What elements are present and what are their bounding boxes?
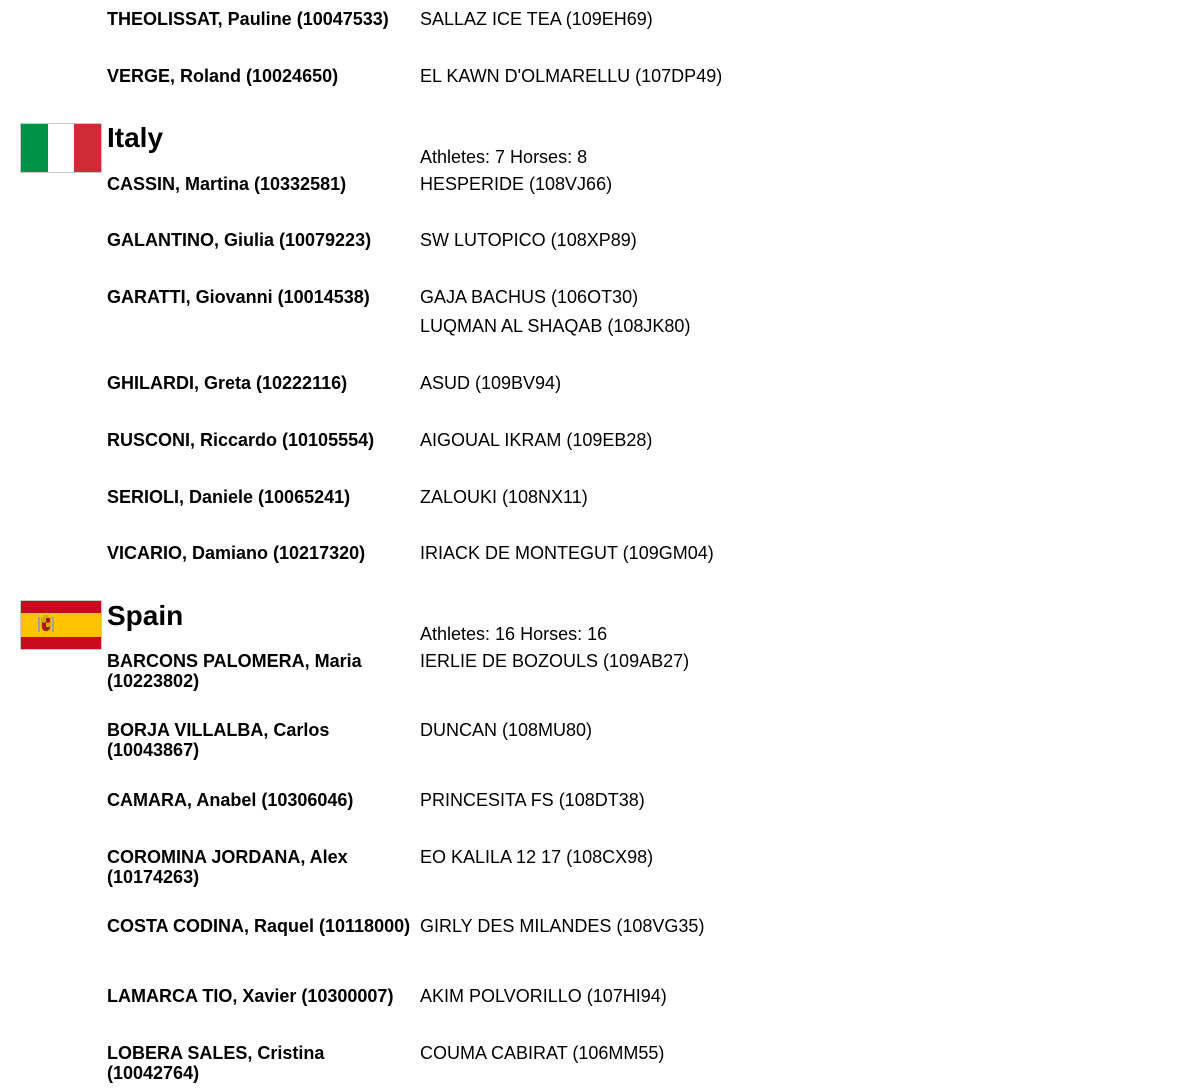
horse-name: PRINCESITA FS (108DT38): [420, 790, 645, 810]
horse-name: ZALOUKI (108NX11): [420, 487, 588, 507]
italy-flag-icon: [20, 123, 102, 173]
horse-name: EL KAWN D'OLMARELLU (107DP49): [420, 66, 723, 86]
country-summary-italy: Athletes: 7 Horses: 8: [420, 147, 588, 167]
athlete-name: LAMARCA TIO, Xavier (10300007): [107, 986, 394, 1006]
athlete-name: SERIOLI, Daniele (10065241): [107, 487, 351, 507]
athlete-name: CASSIN, Martina (10332581): [107, 174, 347, 194]
athlete-name: BORJA VILLALBA, Carlos (10043867): [107, 720, 330, 760]
athlete-name: GHILARDI, Greta (10222116): [107, 373, 348, 393]
athlete-name: COROMINA JORDANA, Alex (10174263): [107, 847, 348, 887]
athlete-name: RUSCONI, Riccardo (10105554): [107, 430, 375, 450]
horse-name: GAJA BACHUS (106OT30): [420, 287, 639, 307]
athlete-name: VERGE, Roland (10024650): [107, 66, 339, 86]
horse-name: GIRLY DES MILANDES (108VG35): [420, 916, 705, 936]
athlete-name: CAMARA, Anabel (10306046): [107, 790, 354, 810]
athlete-name: LOBERA SALES, Cristina (10042764): [107, 1043, 325, 1083]
athlete-name: COSTA CODINA, Raquel (10118000): [107, 916, 411, 936]
horse-name: IERLIE DE BOZOULS (109AB27): [420, 651, 690, 671]
athlete-name: BARCONS PALOMERA, Maria (10223802): [107, 651, 362, 691]
country-name-spain: Spain: [107, 600, 184, 631]
horse-name: HESPERIDE (108VJ66): [420, 174, 613, 194]
horse-name: AKIM POLVORILLO (107HI94): [420, 986, 667, 1006]
athlete-name: GARATTI, Giovanni (10014538): [107, 287, 370, 307]
athlete-name: VICARIO, Damiano (10217320): [107, 543, 366, 563]
horse-name: EO KALILA 12 17 (108CX98): [420, 847, 654, 867]
horse-name: SALLAZ ICE TEA (109EH69): [420, 9, 653, 29]
horse-name: ASUD (109BV94): [420, 373, 562, 393]
country-name-italy: Italy: [107, 122, 164, 153]
spain-flag-icon: [20, 600, 102, 650]
coat-of-arms-icon: [37, 614, 55, 636]
horse-name: LUQMAN AL SHAQAB (108JK80): [420, 316, 691, 336]
athlete-name: THEOLISSAT, Pauline (10047533): [107, 9, 389, 29]
horse-name: SW LUTOPICO (108XP89): [420, 230, 637, 250]
horse-name: AIGOUAL IKRAM (109EB28): [420, 430, 653, 450]
athlete-name: GALANTINO, Giulia (10079223): [107, 230, 372, 250]
horse-name: DUNCAN (108MU80): [420, 720, 593, 740]
horse-name: IRIACK DE MONTEGUT (109GM04): [420, 543, 714, 563]
horse-name: COUMA CABIRAT (106MM55): [420, 1043, 665, 1063]
country-summary-spain: Athletes: 16 Horses: 16: [420, 624, 608, 644]
